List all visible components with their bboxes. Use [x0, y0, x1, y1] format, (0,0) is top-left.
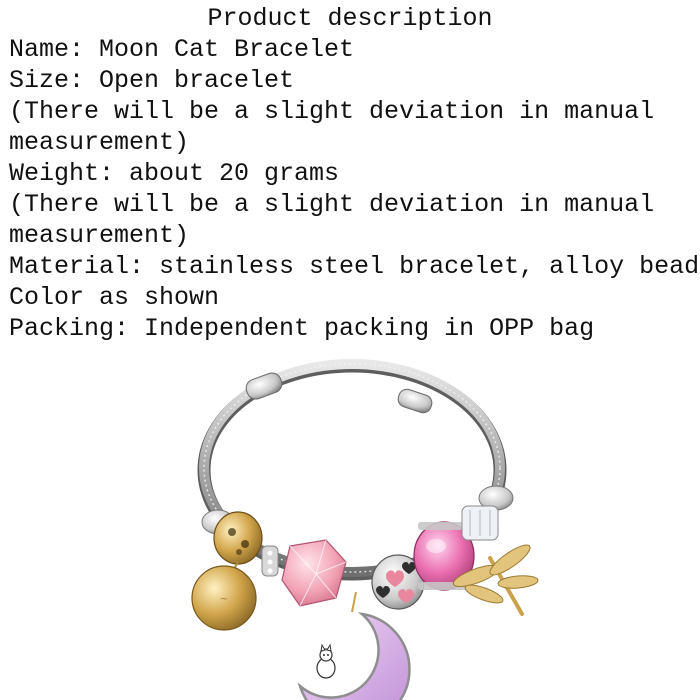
color-line: Color as shown [9, 283, 220, 312]
size-note-cont-line: measurement) [9, 128, 190, 157]
bracelet-illustration [140, 350, 560, 700]
cat-icon [317, 645, 335, 678]
coin-charm [192, 562, 256, 630]
material-line: Material: stainless steel bracelet, alloy bead [9, 252, 700, 281]
weight-note-cont-line: measurement) [9, 221, 190, 250]
bracelet-photo [140, 350, 560, 700]
size-note-line: (There will be a slight deviation in manual [9, 97, 655, 126]
wire-end-cap-right [396, 387, 434, 415]
product-description [0, 0, 700, 344]
svg-text:~: ~ [219, 592, 229, 605]
wire-end-cap-left [244, 370, 285, 401]
name-line: Name: Moon Cat Bracelet [9, 35, 355, 64]
description-heading: Product description [207, 4, 493, 33]
packing-line: Packing: Independent packing in OPP bag [9, 314, 595, 343]
weight-note-line: (There will be a slight deviation in manual [9, 190, 655, 219]
size-line: Size: Open bracelet [9, 66, 295, 95]
gold-bead [214, 512, 262, 564]
pink-faceted-bead [282, 540, 346, 606]
weight-line: Weight: about 20 grams [9, 159, 340, 188]
